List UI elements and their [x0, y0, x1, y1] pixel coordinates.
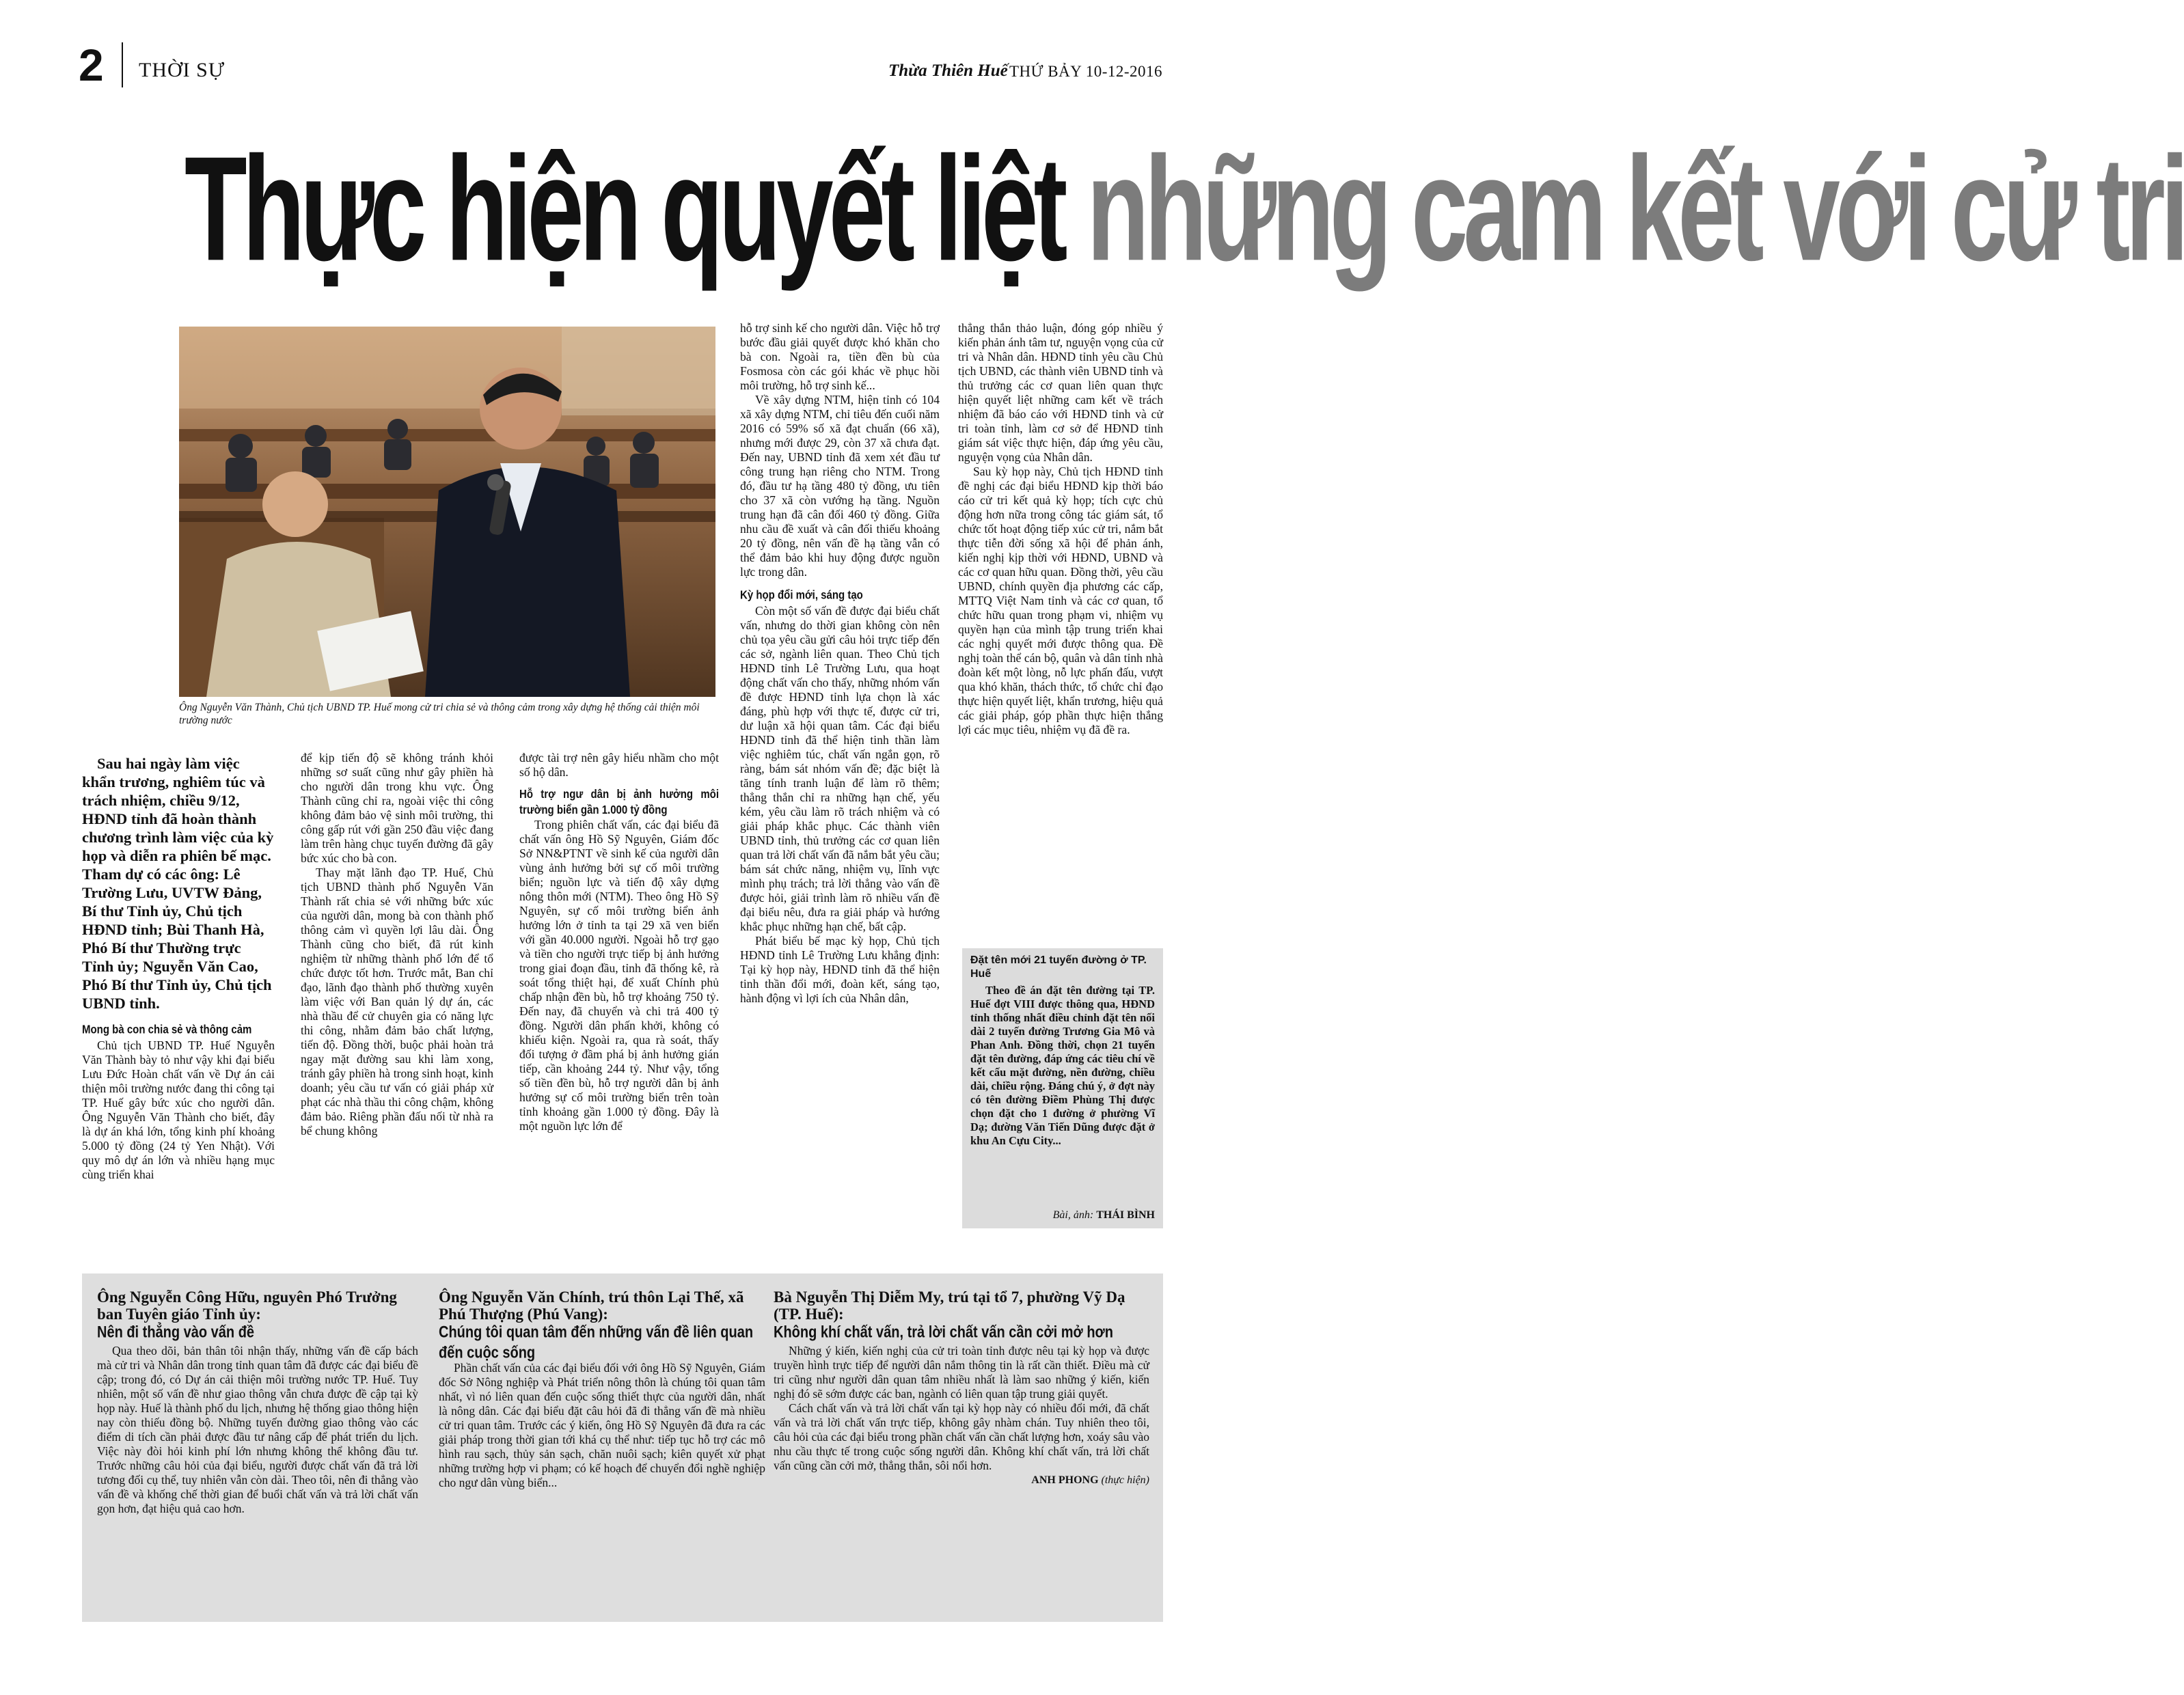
credit-name: ANH PHONG — [1031, 1474, 1099, 1486]
street-naming-box — [962, 948, 1163, 1228]
photo-illustration — [179, 327, 715, 697]
headline — [185, 80, 2184, 337]
opinion-2 — [439, 1289, 765, 1490]
opinion-1 — [97, 1289, 418, 1516]
opinion-speaker: Bà Nguyễn Thị Diễm My, trú tại tổ 7, phường Vỹ Dạ (TP. Huế): — [774, 1289, 1125, 1323]
sidebar-title: Đặt tên mới 21 tuyến đường ở TP. Huế — [970, 954, 1147, 980]
opinion-body: Cách chất vấn và trả lời chất vấn tại kỳ họp này có nhiều đổi mới, đã chất vấn và trả lời chất vấn trực tiếp, không gây nhàm chán. Tuy nhiên theo tôi, câu hỏi của các đại biểu trong phần chất vấn cần chất lượng hơn, xoáy sâu vào nhu cầu thực tế trong cuộc sống người dân. Không khí chất vấn, trả lời chất vấn cũng cần cởi mở, thẳng thắn, sôi nổi hơn. — [774, 1401, 1149, 1472]
opinion-heading: Chúng tôi quan tâm đến những vấn đề liên quan đến cuộc sống — [439, 1323, 754, 1362]
sidebar-credit — [1053, 1209, 1155, 1222]
headline-part-dark: Thực hiện quyết liệt — [185, 125, 1063, 292]
sidebar-text: Theo đề án đặt tên đường tại TP. Huế đợt VIII được thông qua, HĐND tỉnh thống nhất điều chỉnh đặt tên nối dài 2 tuyến đường Trương Gia Mô và Phan Anh. Đồng thời, chọn 21 tuyến đặt tên đường, đáp ứng các tiêu chí về kết cấu mặt đường, nền đường, chiều dài, chiều rộng. Đáng chú ý, ở đợt này có tên đường Điềm Phùng Thị được chọn đặt cho 1 đường ở phường Vĩ Dạ; đường Văn Tiến Dũng được đặt ở khu An Cựu City... — [970, 984, 1155, 1147]
article-column-2 — [301, 751, 493, 1138]
article-paragraph: Chủ tịch UBND TP. Huế Nguyễn Văn Thành bày tỏ như vậy khi đại biểu Lưu Đức Hoàn chất vấn về Dự án cải thiện môi trường nước đang thi công tại TP. Huế gây bức xúc cho người dân. Ông Nguyễn Văn Thành cho biết, đây là dự án khá lớn, tổng kinh phí khoảng 5.000 tỷ đồng (24 tỷ Yen Nhật). Với quy mô dự án lớn và nhiều hạng mục cùng triển khai — [82, 1038, 275, 1181]
article-lead: Sau hai ngày làm việc khẩn trương, nghiêm túc và trách nhiệm, chiều 9/12, HĐND tỉnh đã hoàn thành chương trình làm việc của kỳ họp và diễn ra phiên bế mạc. Tham dự có các ông: Lê Trường Lưu, UVTW Đảng, Bí thư Tỉnh ủy, Chủ tịch HĐND tỉnh; Bùi Thanh Hà, Phó Bí thư Thường trực Tỉnh ủy; Nguyễn Văn Cao, Phó Bí thư Tỉnh ủy, Chủ tịch UBND tỉnh. — [82, 755, 274, 1012]
header-divider — [122, 42, 123, 87]
article-paragraph: thẳng thắn thảo luận, đóng góp nhiều ý kiến phản ánh tâm tư, nguyện vọng của cử tri và Nhân dân. HĐND tỉnh yêu cầu Chủ tịch UBND, các thành viên UBND tỉnh và thủ trưởng các cơ quan liên quan thực hiện quyết liệt những cam kết về trách nhiệm đã báo cáo với HĐND tỉnh và cử tri toàn tỉnh, làm cơ sở để HĐND tỉnh giám sát việc thực hiện, đáp ứng yêu cầu, nguyện vọng của Nhân dân. — [958, 321, 1163, 464]
opinion-body: Qua theo dõi, bản thân tôi nhận thấy, những vấn đề cấp bách mà cử tri và Nhân dân trong tỉnh quan tâm đã được các đại biểu đề cập; trong đó, có Dự án cải thiện môi trường nước TP. Huế. Tuy nhiên, một số vấn đề như giao thông vẫn chưa được đề cập tại kỳ họp này. Huế là thành phố du lịch, nhưng hệ thống giao thông hiện nay còn thiếu đồng bộ. Những tuyến đường giao thông vào các điểm di tích cần phải được đầu tư nâng cấp để phát triển du lịch. Việc này đòi hỏi kinh phí lớn nhưng không thể không đầu tư. Trước những câu hỏi của đại biểu, người được chất vấn đã trả lời tương đối cụ thể, tuy nhiên vẫn còn dài. Theo tôi, nên đi thẳng vào vấn đề và khống chế thời gian để buổi chất vấn và trả lời chất vấn gọn hơn, đạt hiệu quả cao hơn. — [97, 1344, 418, 1515]
article-column-4 — [740, 321, 940, 1006]
subheading-ho-tro-ngu-dan: Hỗ trợ ngư dân bị ảnh hưởng môi trường biển gần 1.000 tỷ đồng — [519, 788, 719, 817]
opinion-speaker: Ông Nguyễn Công Hữu, nguyên Phó Trưởng ban Tuyên giáo Tỉnh ủy: — [97, 1289, 397, 1323]
subheading-mong-ba-con: Mong bà con chia sẻ và thông cảm — [82, 1023, 252, 1037]
section-title: THỜI SỰ — [139, 59, 226, 81]
page-number: 2 — [79, 40, 104, 90]
article-paragraph: Sau kỳ họp này, Chủ tịch HĐND tỉnh đề nghị các đại biểu HĐND kịp thời báo cáo cử tri kết quả kỳ họp; tích cực chủ động hơn nữa trong công tác giám sát, tổ chức tốt hoạt động tiếp xúc cử tri, nắm bắt thực tiễn đời sống xã hội để phản ánh, kiến nghị kịp thời với HĐND, UBND và các cơ quan hữu quan. Đồng thời, yêu cầu UBND, chính quyền địa phương các cấp, MTTQ Việt Nam tỉnh và các cơ quan, tổ chức hữu quan trong phạm vi, nhiệm vụ quyền hạn của mình tập trung triển khai các nghị quyết mới được thông qua. Đề nghị toàn thể cán bộ, quân và dân tỉnh nhà đoàn kết một lòng, nỗ lực phấn đấu, vượt qua khó khăn, thách thức, tổ chức chỉ đạo thực hiện quyết liệt, khẩn trương, hiệu quả các giải pháp, góp phần thực hiện thắng lợi các mục tiêu, nhiệm vụ đã đề ra. — [958, 465, 1163, 736]
opinion-credit — [774, 1474, 1149, 1487]
credit-note: (thực hiện) — [1101, 1474, 1149, 1486]
article-column-5 — [958, 321, 1163, 737]
article-column-3 — [519, 751, 719, 1133]
opinion-heading: Nên đi thẳng vào vấn đề — [97, 1323, 255, 1342]
voter-opinions-box — [82, 1273, 1163, 1622]
photo-caption: Ông Nguyễn Văn Thành, Chủ tịch UBND TP. Huế mong cử tri chia sẻ và thông cảm trong xây dựng hệ thống cải thiện môi trường nước — [179, 702, 700, 726]
headline-part-grey: những cam kết với cử tri — [1087, 125, 2184, 292]
article-paragraph: Về xây dựng NTM, hiện tỉnh có 104 xã xây dựng NTM, chỉ tiêu đến cuối năm 2016 có 59% số xã đạt chuẩn (66 xã), nhưng mới được 29, còn 37 xã chưa đạt. Đến nay, UBND tỉnh đã xem xét đầu tư công trung hạn riêng cho NTM. Trong đó, đầu tư hạ tầng 480 tỷ đồng, ưu tiên cho 37 xã còn vướng hạ tầng. Nguồn trung hạn đã cân đối 460 tỷ đồng. Giữa nhu cầu đề xuất và cân đối thiếu khoảng 20 tỷ đồng, nên vấn đề hạ tầng vẫn có thể đảm bảo khi huy động được nguồn lực trong dân. — [740, 393, 940, 579]
article-paragraph: hỗ trợ sinh kế cho người dân. Việc hỗ trợ bước đầu giải quyết được khó khăn cho bà con. Ngoài ra, tiền đền bù của Fosmosa còn các gói khác về phục hồi môi trường, hỗ trợ sinh kế... — [740, 321, 940, 392]
opinion-3 — [774, 1289, 1149, 1487]
opinion-speaker: Ông Nguyễn Văn Chính, trú thôn Lại Thế, xã Phú Thượng (Phú Vang): — [439, 1289, 744, 1323]
opinion-body: Phần chất vấn của các đại biểu đối với ông Hồ Sỹ Nguyên, Giám đốc Sở Nông nghiệp và Phát triển nông thôn là chúng tôi quan tâm nhất, vì nó liên quan đến cuộc sống thiết thực của người dân, nhất là nông dân. Các đại biểu đặt câu hỏi đã đi thẳng vấn đề mà nhiều cử tri quan tâm. Trước các ý kiến, ông Hồ Sỹ Nguyên đã đưa ra các giải pháp trong thời gian tới khá cụ thể như: tiếp tục hỗ trợ các mô hình rau sạch, thủy sản sạch, chăn nuôi sạch; kiên quyết xử phạt những trường hợp vi phạm; có kế hoạch để chuyển đổi nghề nghiệp cho ngư dân vùng biển... — [439, 1361, 765, 1489]
article-paragraph: để kịp tiến độ sẽ không tránh khỏi những sơ suất cũng như gây phiền hà cho người dân trong khu vực. Ông Thành cũng chỉ ra, ngoài việc thi công không đảm bảo vệ sinh môi trường, thi công gấp rút với gần 250 đầu việc đang làm trên hàng chục tuyến đường đã gây bức xúc cho bà con. — [301, 751, 493, 865]
article-paragraph: Thay mặt lãnh đạo TP. Huế, Chủ tịch UBND thành phố Nguyễn Văn Thành rất chia sẻ với những bức xúc của người dân, mong bà con thành phố thông cảm vì quyền lợi lâu dài. Ông Thành cũng cho biết, đã rút kinh nghiệm từ những thành phố lớn để tổ chức được tốt hơn. Trước mắt, Ban chỉ đạo, lãnh đạo thành phố thường xuyên làm việc với Ban quản lý dự án, các nhà thầu để cử chuyên gia có năng lực thi công, nhằm đảm bảo chất lượng, tiến độ. Đồng thời, buộc phải hoàn trả ngay mặt đường sau khi làm xong, tránh gây phiền hà trong sinh hoạt, kinh doanh; yêu cầu tư vấn có giải pháp xử phạt các nhà thầu thi công chậm, không đảm bảo. Riêng phần đấu nối từ nhà ra bể chung không — [301, 866, 493, 1138]
subheading-ky-hop-doi-moi: Kỳ họp đổi mới, sáng tạo — [740, 588, 863, 603]
credit-label: Bài, ảnh: — [1052, 1209, 1094, 1221]
newspaper-name: Thừa Thiên Huế — [888, 61, 1008, 80]
article-photo — [179, 327, 715, 697]
opinion-body: Những ý kiến, kiến nghị của cử tri toàn tỉnh được nêu tại kỳ họp và được truyền hình trực tiếp để người dân nắm thông tin là rất cần thiết. Điều mà cử tri cũng như người dân quan tâm nhiều nhất là làm sao những ý kiến, kiến nghị đó sẽ sớm được các ban, ngành có liên quan tập trung giải quyết. — [774, 1344, 1149, 1401]
article-paragraph: Trong phiên chất vấn, các đại biểu đã chất vấn ông Hồ Sỹ Nguyên, Giám đốc Sở NN&PTNT về sinh kế của người dân vùng ảnh hưởng bởi sự cố môi trường biển; nguồn lực và tiến độ xây dựng nông thôn mới (NTM). Theo ông Hồ Sỹ Nguyên, sự cố môi trường biển ảnh hưởng lớn ở tỉnh ta tại 29 xã ven biển với gần 40.000 người. Ngoài hỗ trợ gạo và tiền cho người trực tiếp bị ảnh hưởng trong giai đoạn đầu, tỉnh đã thống kê, rà soát tổng thiệt hại, để xuất Chính phủ chấp nhận đền bù, hỗ trợ khoảng 750 tỷ. Đến nay, đã chuyển và chi trả 400 tỷ đồng. Người dân phấn khởi, không có khiếu kiện. Ngoài ra, qua rà soát, thấy đối tượng ở đầm phá bị ảnh hưởng gián tiếp, cần khoảng 244 tỷ. Như vậy, tổng số tiền đền bù, hỗ trợ người dân bị ảnh hưởng sự cố môi trường biển trên toàn tỉnh khoảng gần 1.000 tỷ đồng. Đây là một nguồn lực lớn để — [519, 818, 719, 1133]
issue-date: THỨ BẢY 10-12-2016 — [1009, 63, 1163, 80]
article-paragraph: Phát biểu bế mạc kỳ họp, Chủ tịch HĐND tỉnh Lê Trường Lưu khẳng định: Tại kỳ họp này, HĐND tỉnh đã thể hiện tinh thần đổi mới, đoàn kết, sáng tạo, hành động vì lợi ích của Nhân dân, — [740, 934, 940, 1005]
article-paragraph: Còn một số vấn đề được đại biểu chất vấn, nhưng do thời gian không còn nên chủ tọa yêu cầu gửi câu hỏi trực tiếp đến các sở, ngành liên quan. Theo Chủ tịch HĐND tỉnh Lê Trường Lưu, qua hoạt động chất vấn cho thấy, những nhóm vấn đề được HĐND tỉnh lựa chọn là xác đáng, phù hợp với thực tế, được cử tri, dư luận xã hội quan tâm. Các đại biểu HĐND tỉnh đã thể hiện tinh thần làm việc nghiêm túc, chất vấn ngắn gọn, rõ ràng, bám sát nhóm vấn đề; đặc biệt là tăng tính tranh luận để làm rõ thêm; thẳng thắn chỉ ra những hạn chế, yếu kém, yêu cầu làm rõ trách nhiệm và có giải pháp khắc phục. Các thành viên UBND tỉnh, thủ trưởng các cơ quan liên quan trả lời chất vấn đã nắm bắt yêu cầu; bám sát chức năng, nhiệm vụ, lĩnh vực mình phụ trách; trả lời thẳng vào vấn đề được hỏi, giải trình làm rõ nhiều vấn đề đại biểu nêu, đưa ra giải pháp và hướng khắc phục những hạn chế, bất cập. — [740, 604, 940, 933]
article-paragraph: được tài trợ nên gây hiểu nhầm cho một số hộ dân. — [519, 751, 719, 779]
article-column-1 — [82, 754, 275, 1182]
opinion-heading: Không khí chất vấn, trả lời chất vấn cần cởi mở hơn — [774, 1323, 1113, 1342]
credit-name: THÁI BÌNH — [1096, 1209, 1155, 1221]
